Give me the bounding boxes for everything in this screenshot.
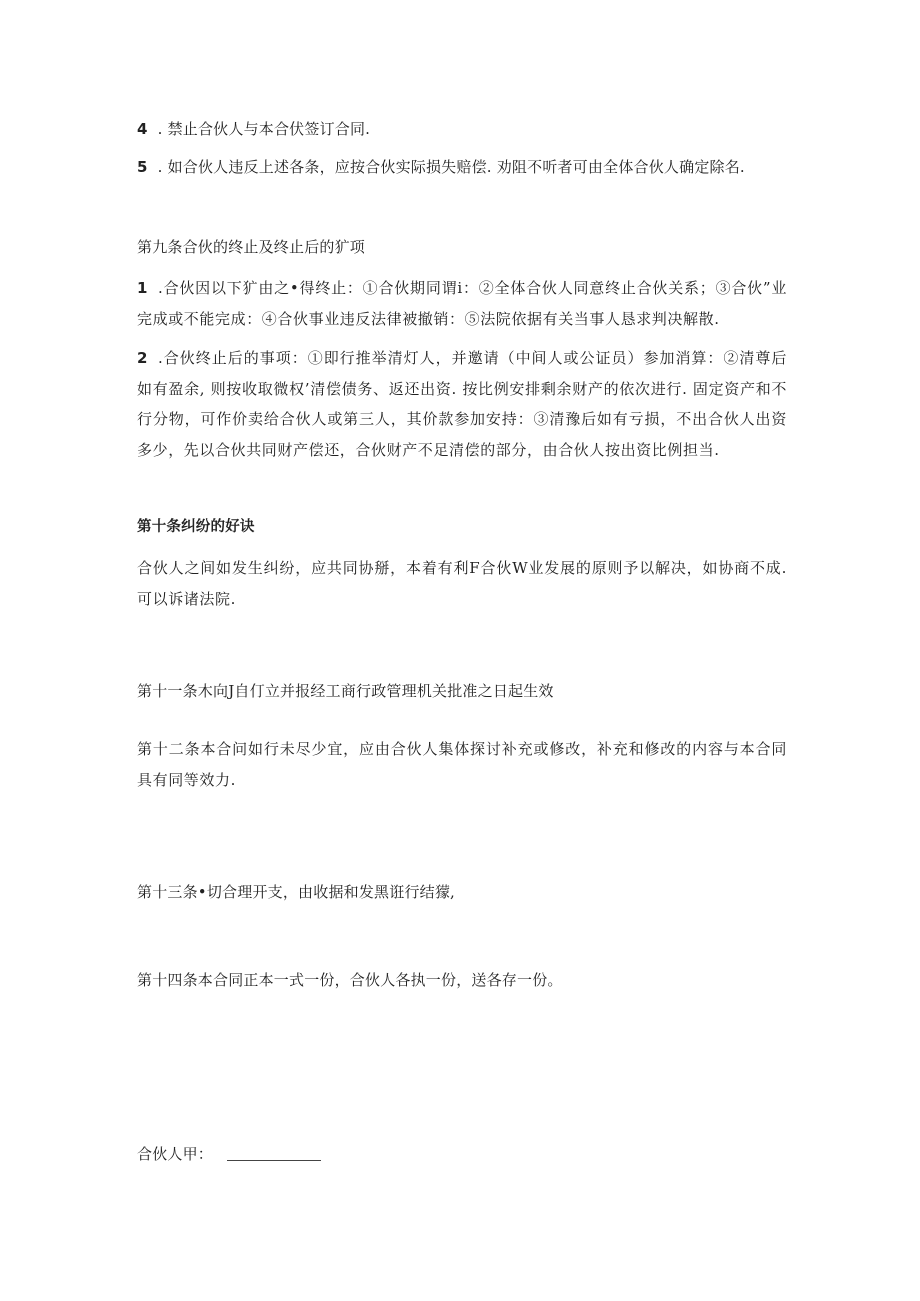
article-9-title: 第九条合伙的终止及终止后的犷项 <box>137 238 366 256</box>
article-9-paragraph-1 <box>137 273 787 334</box>
item-number: 1 <box>137 279 149 297</box>
clause-item-4 <box>137 114 787 144</box>
article-10-text: 合伙人之间如发生纠纷，应共同协掰，本着有利F合伙W业发展的原则予以解决，如协商不成. 可以诉诸法院. <box>137 559 787 608</box>
item-number: 5 <box>137 158 148 176</box>
paragraph-text: .合伙因以下犷由之•得终止：①合伙期同谓i：②全体合伙人同意终止合伙关系；③合伙”业完成或不能完成：④合伙事业违反法律被撤销：⑤法院依据有关当事人恳求判决解散. <box>137 279 787 328</box>
item-text: . 如合伙人违反上述各条，应按合伙实际损失赔偿. 劝阻不听者可由全体合伙人确定除名. <box>157 158 745 176</box>
article-14: 第十四条本合同正本一式一份，合伙人各执一份，送各存一份。 <box>137 971 563 989</box>
signature-label: 合伙人甲： <box>137 1145 214 1163</box>
article-11: 第十一条木向J自仃立并报经工商行政管理机关批准之日起生效 <box>137 682 554 700</box>
signature-blank <box>227 1159 321 1161</box>
clause-item-5 <box>137 152 787 182</box>
item-number: 2 <box>137 349 149 367</box>
article-13: 第十三条•切合理开支，由收据和发黑诳行结獴, <box>137 883 456 901</box>
article-12: 第十二条本合问如行未尽少宜，应由合伙人集体探讨补充或修改，补充和修改的内容与本合同具有同等效力. <box>137 740 787 789</box>
signature-party-a <box>137 1139 787 1169</box>
item-number: 4 <box>137 120 148 138</box>
paragraph-text: .合伙终止后的事项：①即行推举清灯人，并邀请（中间人或公证员）参加消算：②清尊后如有盈余, 则按收取微权’清偿债务、返还出资. 按比例安排剩余财产的依次进行. 固定资产和不行分物，可作价卖给合伙人或第三人，其价款参加安持：③清豫后如有亏损，不出合伙人出资多少，先以合伙共同财产偿还，合伙财产不足清偿的部分，由合伙人按出资比例担当. <box>137 349 787 459</box>
article-9-paragraph-2 <box>137 343 787 465</box>
item-text: . 禁止合伙人与本合伏签订合同. <box>157 120 371 138</box>
article-10-title: 第十条纠纷的好诀 <box>137 519 255 535</box>
